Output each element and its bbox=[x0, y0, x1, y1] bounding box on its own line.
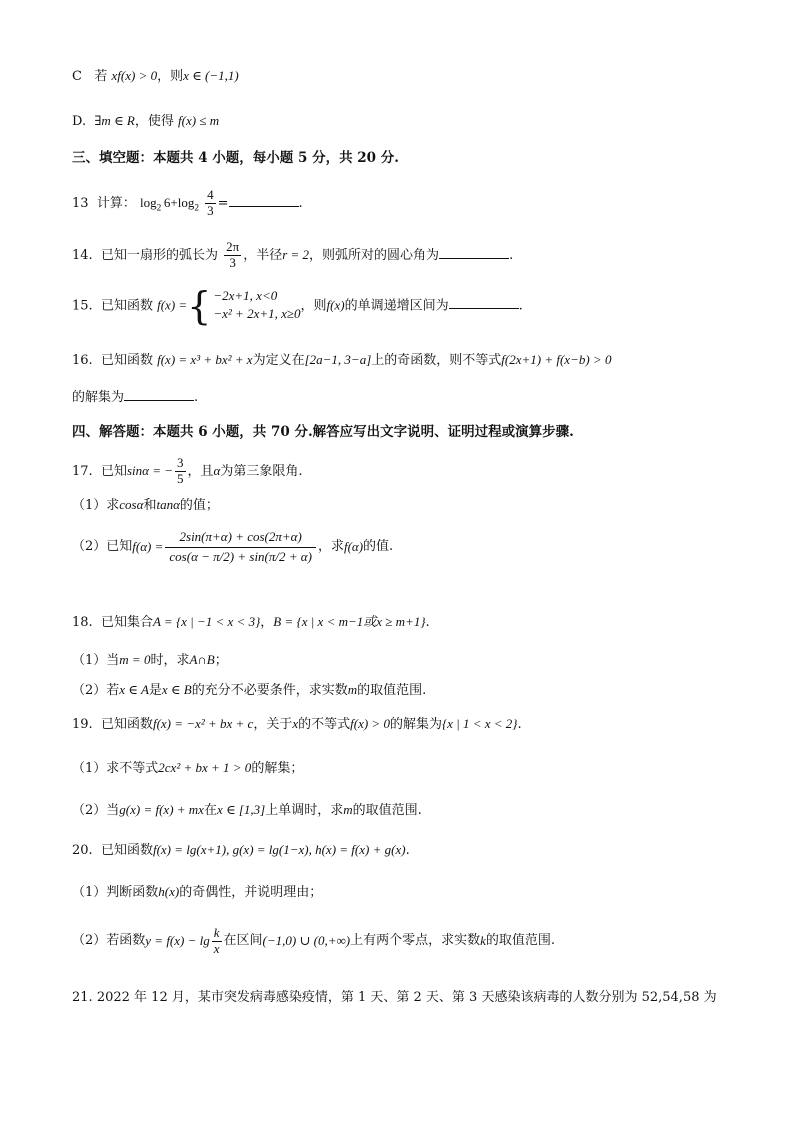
question-16: 16. 已知函数 f(x) = x³ + bx² + x为定义在[2a−1, 3−a]上的奇函数，则不等式f(2x+1) + f(x−b) > 0 bbox=[72, 352, 612, 368]
question-17-part2: （2）已知f(α) = $\frac{2\sin(\pi+\alpha) + \cos(2\pi+\alpha)}{\cos(\alpha - \pi/2) + \sin(\pi/2 + \alpha)}$ ，求f(α)的值. bbox=[72, 528, 393, 567]
option-c: C 若 xf(x) > 0，则x ∈ (−1,1) bbox=[72, 68, 239, 84]
question-19: 19. 已知函数f(x) = −x² + bx + c，关于x的不等式f(x) > 0的解集为{x | 1 < x < 2}. bbox=[72, 716, 522, 732]
fraction: $\frac{k}{x}$ bbox=[213, 925, 220, 956]
answer-blank[interactable] bbox=[439, 258, 509, 259]
big-fraction: $\frac{2\sin(\pi+\alpha) + \cos(2\pi+\alpha)}{\cos(\alpha - \pi/2) + \sin(\pi/2 + \alpha)}$ bbox=[165, 528, 316, 567]
question-18-part1: （1）当m = 0时，求A∩B； bbox=[72, 652, 228, 668]
question-19-part1: （1）求不等式2cx² + bx + 1 > 0的解集； bbox=[72, 760, 304, 776]
section-heading-fill-in: 三、填空题：本题共 4 小题，每小题 5 分，共 20 分. bbox=[72, 150, 399, 166]
question-19-part2: （2）当g(x) = f(x) + mx在x ∈ [1,3]上单调时，求m的取值范围. bbox=[72, 802, 422, 818]
fraction: $\frac{4}{3}$ bbox=[207, 187, 214, 218]
section-heading-solutions: 四、解答题：本题共 6 小题，共 70 分.解答应写出文字说明、证明过程或演算步骤. bbox=[72, 424, 574, 440]
answer-blank[interactable] bbox=[229, 206, 299, 207]
fraction: $\frac{3}{5}$ bbox=[177, 455, 184, 486]
question-17-part1: （1）求cosα和tanα的值； bbox=[72, 497, 219, 513]
question-18-part2: （2）若x ∈ A是x ∈ B的充分不必要条件，求实数m的取值范围. bbox=[72, 682, 427, 698]
question-18: 18. 已知集合A = {x | −1 < x < 3}，B = {x | x < m−1或x ≥ m+1}. bbox=[72, 614, 430, 630]
piecewise-cases: −2x+1, x<0 −x² + 2x+1, x≥0 bbox=[213, 288, 301, 321]
answer-blank[interactable] bbox=[449, 308, 519, 309]
question-16-line2: 的解集为 . bbox=[72, 390, 199, 405]
question-20-part2: （2）若函数y = f(x) − lg $\frac{k}{x}$ 在区间(−1,0) ∪ (0,+∞)上有两个零点，求实数k的取值范围. bbox=[72, 925, 556, 956]
answer-blank[interactable] bbox=[124, 400, 194, 401]
option-d: D. ∃m ∈ R，使得 f(x) ≤ m bbox=[72, 113, 220, 129]
question-14: 14. 已知一扇形的弧长为 $\frac{2\pi}{3}$ ，半径r = 2，则弧所对的圆心角为 . bbox=[72, 239, 514, 270]
question-21: 21. 2022 年 12 月，某市突发病毒感染疫情，第 1 天、第 2 天、第 3 天感染该病毒的人数分别为 52,54,58 为 bbox=[72, 990, 717, 1005]
question-20-part1: （1）判断函数h(x)的奇偶性，并说明理由； bbox=[72, 884, 323, 900]
question-20: 20. 已知函数f(x) = lg(x+1), g(x) = lg(1−x), h(x) = f(x) + g(x). bbox=[72, 842, 410, 858]
fraction: $\frac{2\pi}{3}$ bbox=[226, 239, 240, 270]
question-15: 15. 已知函数 f(x) ={ −2x+1, x<0 −x² + 2x+1, x≥0 ，则f(x)的单调递增区间为 . bbox=[72, 283, 523, 328]
question-13: 13 计算： $\log_2 6+\log_2$ $\frac{4}{3}$ = . bbox=[72, 187, 303, 218]
brace: { bbox=[187, 283, 212, 328]
question-17: 17. 已知sinα = − $\frac{3}{5}$ ，且α为第三象限角. bbox=[72, 455, 303, 486]
